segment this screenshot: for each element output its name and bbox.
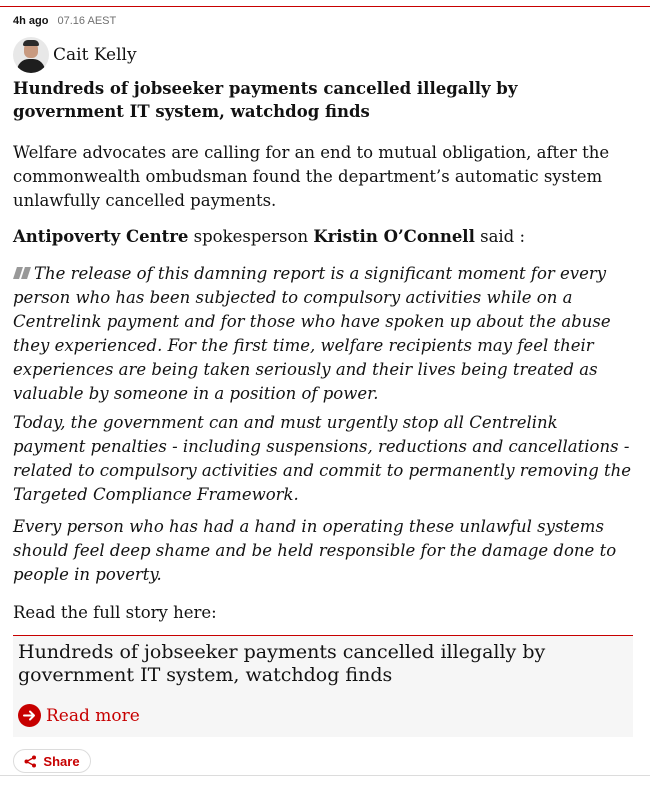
author-byline: [13, 37, 137, 73]
share-icon: [24, 755, 37, 768]
attribution-paragraph: [13, 225, 633, 249]
arrow-right-icon: [18, 704, 41, 727]
person-name: Kristin O’Connell: [313, 227, 475, 246]
quote-icon: [13, 267, 31, 279]
rich-link-title[interactable]: Hundreds of jobseeker payments cancelled illegally by government IT system, watchdog finds: [18, 641, 546, 686]
entry-headline: Hundreds of jobseeker payments cancelled illegally by government IT system, watchdog finds: [13, 79, 518, 121]
read-more-label: Read more: [46, 705, 140, 726]
avatar: [13, 37, 49, 73]
attribution-between: spokesperson: [188, 227, 314, 246]
intro-paragraph: Welfare advocates are calling for an end to mutual obligation, after the commonwealth ombudsman found the department’s automatic system unlawfully cancelled payments.: [13, 143, 610, 210]
share-label: Share: [43, 753, 80, 769]
quote-paragraph: Every person who has had a hand in operating these unlawful systems should feel deep shame and be held responsible for the damage done to people in poverty.: [13, 517, 617, 584]
entry-meta: [13, 15, 116, 27]
quote-paragraph: [13, 262, 633, 406]
quote-paragraph: Today, the government can and must urgently stop all Centrelink payment penalties - including suspensions, reductions and cancellations - related to compulsory activities and commit to permanently removing the Targeted Compliance Framework.: [13, 413, 632, 504]
timestamp: 07.16 AEST: [57, 15, 117, 27]
rich-link-card[interactable]: [13, 635, 633, 737]
org-name: Antipoverty Centre: [13, 227, 189, 246]
quote-text: The release of this damning report is a significant moment for every person who has been subjected to compulsory activities while on a Centrelink payment and for those who have spoken up about the abuse they experienced. For the first time, welfare recipients may feel their experiences are being taken seriously and their lives being treated as valuable by someone in a position of power.: [13, 264, 611, 403]
share-button[interactable]: [13, 749, 91, 773]
liveblog-entry: [0, 6, 650, 775]
author-name: Cait Kelly: [53, 45, 137, 65]
time-ago[interactable]: 4h ago: [13, 15, 49, 27]
read-full-story-text: Read the full story here:: [13, 603, 217, 622]
divider: [0, 775, 650, 776]
read-more-link[interactable]: [18, 704, 140, 727]
attribution-tail: said :: [474, 227, 526, 246]
